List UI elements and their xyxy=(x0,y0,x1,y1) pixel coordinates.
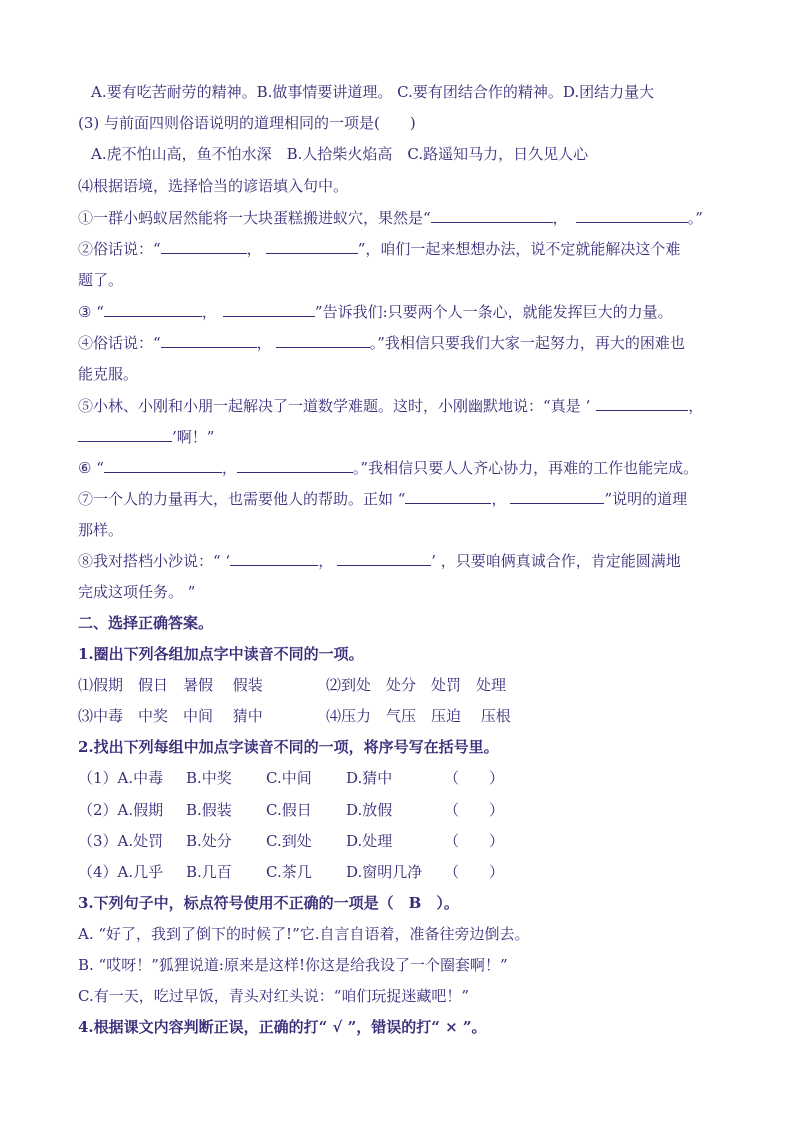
q2-option: C.中间 xyxy=(266,769,312,787)
answer-bracket[interactable]: （ ） xyxy=(444,801,505,819)
question-3: (3) 与前面四则俗语说明的道理相同的一项是( ) xyxy=(78,114,416,132)
q2-option: C.茶几 xyxy=(266,863,312,881)
blank[interactable] xyxy=(276,333,370,348)
q2-option: D.猜中 xyxy=(346,769,393,787)
closing-punct: 。” xyxy=(687,209,703,227)
q2-option: （3）A.处罚 xyxy=(78,832,164,850)
q2-option: B.处分 xyxy=(186,832,232,850)
sentence-5-tail: ’啊！” xyxy=(172,428,215,446)
q2-option: C.到处 xyxy=(266,832,312,850)
question-3-options: A.虎不怕山高，鱼不怕水深 B.人拾柴火焰高 C.路遥知马力，日久见人心 xyxy=(91,145,589,163)
sentence-8 xyxy=(78,551,681,571)
question-4-title: 4.根据课文内容判断正误，正确的打“ √ ”，错误的打“ × ”。 xyxy=(78,1018,487,1036)
blank[interactable] xyxy=(161,239,247,254)
q2-option: C.假日 xyxy=(266,801,312,819)
sentence-1-text: ①一群小蚂蚁居然能将一大块蛋糕搬进蚁穴，果然是“ xyxy=(78,209,431,227)
sentence-4 xyxy=(78,333,685,353)
blank[interactable] xyxy=(266,239,358,254)
sentence-7-tail: ”说明的道理 xyxy=(604,490,688,508)
answer-bracket[interactable]: （ ） xyxy=(444,863,505,881)
sentence-6-tail: 。”我相信只要人人齐心协力，再难的工作也能完成。 xyxy=(352,459,699,477)
q3-option-b: B. “哎呀！”狐狸说道:原来是这样!你这是给我设了一个圈套啊！” xyxy=(78,956,508,974)
blank[interactable] xyxy=(596,396,688,411)
sentence-4-cont: 能克服。 xyxy=(78,365,139,383)
sentence-3 xyxy=(78,302,673,322)
sentence-4-text: ④俗话说：“ xyxy=(78,334,161,352)
answer-bracket[interactable]: （ ） xyxy=(444,769,505,787)
comma: ， xyxy=(246,240,262,258)
sentence-2-cont: 题了。 xyxy=(78,271,124,289)
answer-bracket[interactable]: （ ） xyxy=(444,832,505,850)
blank[interactable] xyxy=(161,333,257,348)
sentence-8-tail: ’ ，只要咱俩真诚合作，肯定能圆满地 xyxy=(431,552,681,570)
q2-option: D.窗明几净 xyxy=(346,863,423,881)
q3-option-a: A. “好了，我到了倒下的时候了!”它.自言自语着，准备往旁边倒去。 xyxy=(78,925,530,943)
sentence-5 xyxy=(78,396,703,416)
comma: ， xyxy=(221,459,237,477)
q2-option: B.假装 xyxy=(186,801,232,819)
sentence-8-text: ⑧我对搭档小沙说：“ ‘ xyxy=(78,552,231,570)
sentence-5-text: ⑤小林、小刚和小朋一起解决了一道数学难题。这时，小刚幽默地说：“真是 ‘ xyxy=(78,397,591,415)
sentence-7 xyxy=(78,489,687,509)
sentence-4-tail: 。”我相信只要我们大家一起努力，再大的困难也 xyxy=(369,334,685,352)
q2-row-3 xyxy=(78,831,504,851)
blank[interactable] xyxy=(237,458,353,473)
q2-option: B.几百 xyxy=(186,863,232,881)
blank[interactable] xyxy=(510,489,604,504)
blank[interactable] xyxy=(230,551,318,566)
sentence-2-tail: ”，咱们一起来想想办法，说不定就能解决这个难 xyxy=(357,240,681,258)
blank[interactable] xyxy=(405,489,491,504)
q2-row-1 xyxy=(78,768,504,788)
comma: ， xyxy=(256,334,272,352)
blank[interactable] xyxy=(104,302,202,317)
question-4-instruction: ⑷根据语境，选择恰当的谚语填入句中。 xyxy=(78,177,349,195)
sentence-2-text: ②俗话说：“ xyxy=(78,240,161,258)
q1-group-1: ⑴假期 假日 暑假 假装 xyxy=(78,676,263,694)
sentence-7-text: ⑦一个人的力量再大，也需要他人的帮助。正如 “ xyxy=(78,490,406,508)
comma: ， xyxy=(552,209,568,227)
sentence-2 xyxy=(78,239,680,259)
comma: ， xyxy=(318,552,334,570)
question-1-title: 1.圈出下列各组加点字中读音不同的一项。 xyxy=(78,645,364,663)
sentence-3-text: ③ “ xyxy=(78,303,104,321)
q1-group-3: ⑶中毒 中奖 中间 猜中 xyxy=(78,707,263,725)
q1-group-2: ⑵到处 处分 处罚 处理 xyxy=(326,676,507,694)
blank[interactable] xyxy=(223,302,315,317)
q1-group-4: ⑷压力 气压 压迫 压根 xyxy=(326,707,511,725)
q2-row-2 xyxy=(78,800,504,820)
q2-option: （1）A.中毒 xyxy=(78,769,164,787)
blank[interactable] xyxy=(104,458,222,473)
blank[interactable] xyxy=(78,427,172,442)
sentence-5-cont xyxy=(78,427,214,447)
blank[interactable] xyxy=(431,208,553,223)
q2-option: （2）A.假期 xyxy=(78,801,164,819)
q2-option: B.中奖 xyxy=(186,769,232,787)
blank[interactable] xyxy=(337,551,431,566)
q3-option-c: C.有一天，吃过早饭，青头对红头说：“咱们玩捉迷藏吧！” xyxy=(78,987,470,1005)
sentence-8-cont: 完成这项任务。 ” xyxy=(78,583,196,601)
q2-option: D.放假 xyxy=(346,801,393,819)
sentence-1 xyxy=(78,208,703,228)
blank[interactable] xyxy=(576,208,688,223)
comma: ， xyxy=(688,397,704,415)
q2-row-4 xyxy=(78,862,504,882)
q2-option: （4）A.几乎 xyxy=(78,863,164,881)
sentence-6-text: ⑥ “ xyxy=(78,459,104,477)
question-2-title: 2.找出下列每组中加点字读音不同的一项，将序号写在括号里。 xyxy=(78,738,499,756)
section-heading-2: 二、选择正确答案。 xyxy=(78,614,214,632)
sentence-3-tail: ”告诉我们:只要两个人一条心，就能发挥巨大的力量。 xyxy=(314,303,673,321)
option-line-2: A.要有吃苦耐劳的精神。B.做事情要讲道理。 C.要有团结合作的精神。D.团结力量大 xyxy=(91,83,655,101)
sentence-6 xyxy=(78,458,698,478)
sentence-7-cont: 那样。 xyxy=(78,521,124,539)
comma: ， xyxy=(201,303,217,321)
q2-option: D.处理 xyxy=(346,832,393,850)
comma: ， xyxy=(491,490,507,508)
question-3-title: 3.下列句子中，标点符号使用不正确的一项是（ B ）。 xyxy=(78,894,459,912)
